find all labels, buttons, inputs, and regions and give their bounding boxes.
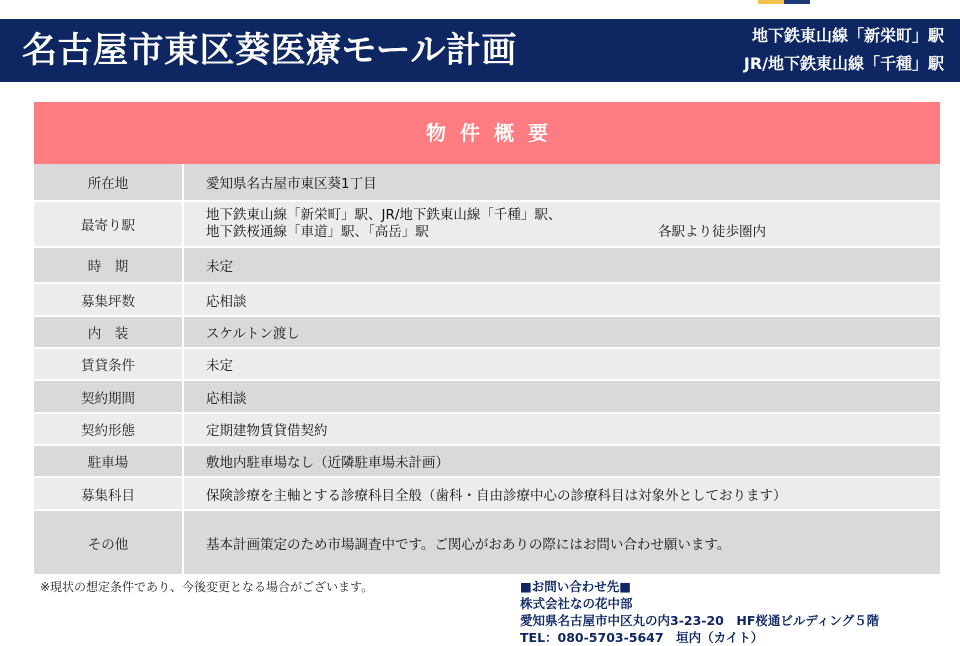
row-value: 敷地内駐車場なし（近隣駐車場未計画） <box>206 455 449 471</box>
table-row <box>34 349 940 381</box>
row-value: 応相談 <box>206 390 247 407</box>
station-line-2: JR/地下鉄東山線「千種」駅 <box>743 54 944 73</box>
page-title: 名古屋市東区葵医療モール計画 <box>22 31 517 71</box>
contact-company: 株式会社なの花中部 <box>520 596 633 611</box>
row-value: スケルトン渡し <box>206 326 300 342</box>
contact-heading: ■お問い合わせ先■ <box>520 579 632 594</box>
station-line-1: 地下鉄東山線「新栄町」駅 <box>751 26 944 45</box>
row-label: 賃貸条件 <box>34 349 184 379</box>
row-value-walk-note: 各駅より徒歩圏内 <box>658 224 766 240</box>
row-value: 保険診療を主軸とする診療科目全般（歯科・自由診療中心の診療科目は対象外としております） <box>206 487 787 504</box>
row-value: 未定 <box>206 259 233 275</box>
disclaimer-note: ※現状の想定条件であり、今後変更となる場合がございます。 <box>40 580 374 594</box>
accent-yellow <box>758 0 784 4</box>
row-value: 基本計画策定のため市場調査中です。ご関心がおありの際にはお問い合わせ願います。 <box>206 536 731 553</box>
row-label: 所在地 <box>34 164 184 200</box>
table-row <box>34 414 940 446</box>
row-value: 定期建物賃貸借契約 <box>206 423 328 439</box>
row-value-line-2 <box>206 224 766 241</box>
accent-navy <box>784 0 810 4</box>
top-accent-bar <box>758 0 810 4</box>
row-label: 募集坪数 <box>34 284 184 315</box>
row-value <box>184 202 940 246</box>
row-label: その他 <box>34 511 184 574</box>
contact-address: 愛知県名古屋市中区丸の内3-23-20 HF桜通ビルディング５階 <box>520 613 880 628</box>
overview-heading: 物件概要 <box>34 102 940 164</box>
contact-block <box>520 578 879 646</box>
property-overview-table <box>34 102 940 576</box>
table-row <box>34 284 940 317</box>
table-row <box>34 478 940 511</box>
row-label: 契約形態 <box>34 414 184 444</box>
row-value-stations: 地下鉄桜通線「車道」駅、「高岳」駅 <box>206 224 429 240</box>
row-value: 応相談 <box>206 293 247 310</box>
table-row <box>34 317 940 349</box>
table-row <box>34 248 940 284</box>
contact-tel: TEL：080-5703-5647 垣内（カイト） <box>520 630 764 645</box>
row-label: 時 期 <box>34 248 184 282</box>
row-value: 愛知県名古屋市東区葵1丁目 <box>206 176 377 192</box>
row-value: 未定 <box>206 358 233 374</box>
row-label: 駐車場 <box>34 446 184 476</box>
table-row <box>34 381 940 414</box>
station-info <box>744 22 944 78</box>
row-value-line-1: 地下鉄東山線「新栄町」駅、JR/地下鉄東山線「千種」駅、 <box>206 207 562 223</box>
row-label: 最寄り駅 <box>34 202 184 246</box>
table-row <box>34 164 940 202</box>
table-row <box>34 511 940 576</box>
header-banner <box>0 19 960 82</box>
row-label: 契約期間 <box>34 381 184 412</box>
row-label: 内 装 <box>34 317 184 347</box>
table-row <box>34 202 940 248</box>
row-label: 募集科目 <box>34 478 184 509</box>
table-row <box>34 446 940 478</box>
